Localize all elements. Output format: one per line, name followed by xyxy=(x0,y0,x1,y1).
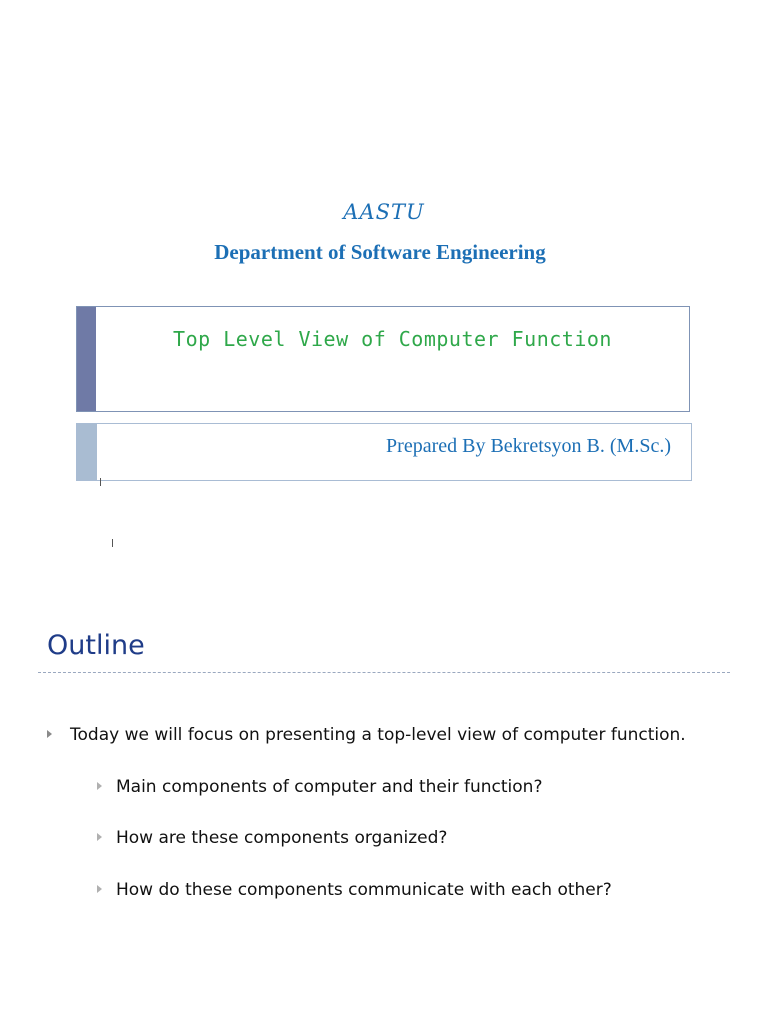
bullet-text: How are these components organized? xyxy=(116,828,448,848)
tick-mark xyxy=(112,539,113,547)
heading-divider xyxy=(38,672,730,673)
bullet-arrow-icon xyxy=(97,833,102,841)
bullet-item xyxy=(70,725,686,745)
bullet-arrow-icon xyxy=(97,782,102,790)
author-accent-bar xyxy=(77,424,97,480)
organization-name: AASTU xyxy=(343,200,425,224)
slide-title: Top Level View of Computer Function xyxy=(173,327,612,351)
author-line: Prepared By Bekretsyon B. (M.Sc.) xyxy=(386,435,671,457)
department-name: Department of Software Engineering xyxy=(214,240,546,264)
title-box xyxy=(76,306,690,412)
title-accent-bar xyxy=(77,307,96,411)
outline-heading: Outline xyxy=(47,630,145,661)
author-box xyxy=(76,423,692,481)
bullet-text: Main components of computer and their function? xyxy=(116,777,543,797)
sub-bullet-item xyxy=(116,880,612,900)
bullet-text: Today we will focus on presenting a top-level view of computer function. xyxy=(70,725,686,745)
tick-mark xyxy=(100,478,101,486)
bullet-arrow-icon xyxy=(47,730,52,738)
outline-slide xyxy=(0,600,768,1024)
bullet-text: How do these components communicate with each other? xyxy=(116,880,612,900)
bullet-arrow-icon xyxy=(97,885,102,893)
sub-bullet-item xyxy=(116,828,447,848)
sub-bullet-item xyxy=(116,777,542,797)
